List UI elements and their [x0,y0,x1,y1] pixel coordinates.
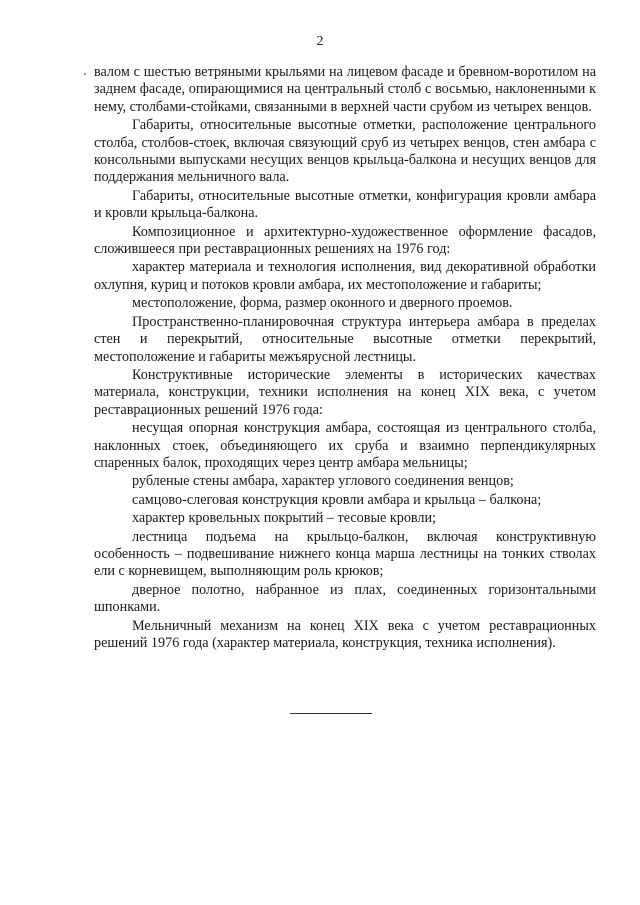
paragraph: Конструктивные исторические элементы в исторических качествах материала, конструкции, техники исполнения на конец XIX века, с учетом реставрационных решений 1976 года: [94,366,596,418]
list-item: лестница подъема на крыльцо-балкон, включая конструктивную особенность – подвешивание нижнего конца марша лестницы на тонких стволах ели с корневищем, выполняющим роль крюков; [94,528,596,580]
scan-speck [84,73,86,75]
paragraph: Габариты, относительные высотные отметки, расположение центрального столба, столбов-стоек, включая связующий сруб из четырех венцов, стен амбара с консольными выпусками несущих венцов крыльца-балкона и несущих венцов для поддержания мельничного вала. [94,117,596,186]
list-item: рубленые стены амбара, характер углового соединения венцов; [132,473,514,490]
list-item: самцово-слеговая конструкция кровли амбара и крыльца – балкона; [132,491,542,508]
paragraph: Композиционное и архитектурно-художественное оформление фасадов, сложившееся при реставрационных решениях на 1976 год: [94,223,596,258]
paragraph: Мельничный механизм на конец XIX века с учетом реставрационных решений 1976 года (характер материала, конструкция, техника исполнения). [94,617,596,651]
paragraph: Габариты, относительные высотные отметки, конфигурация кровли амбара и кровли крыльца-балкона. [94,187,596,222]
page-number: 2 [316,34,324,49]
list-item: характер кровельных покрытий – тесовые кровли; [132,510,437,527]
list-item: характер материала и технология исполнения, вид декоративной обработки охлупня, куриц и потоков кровли амбара, их местоположение и габариты; [94,259,596,293]
list-item: несущая опорная конструкция амбара, состоящая из центрального столба, наклонных стоек, объединяющего их сруба и взаимно перпендикулярных спаренных балок, проходящих через центр амбара мельницы; [94,420,596,471]
document-body [94,64,596,653]
paragraph: Пространственно-планировочная структура интерьера амбара в пределах стен и перекрытий, относительные высотные отметки перекрытий, местоположение и габариты межъярусной лестницы. [94,313,596,365]
list-item: местоположение, форма, размер оконного и дверного проемов. [132,295,513,312]
paragraph: валом с шестью ветряными крыльями на лицевом фасаде и бревном-воротилом на заднем фасаде, опирающимися на центральный столб с восьмью, наклоненными к нему, столбами-стойками, связанными в верхней части срубом из четырех венцов. [94,64,596,115]
list-item: дверное полотно, набранное из плах, соединенных горизонтальными шпонками. [94,581,596,616]
end-rule [290,713,372,714]
